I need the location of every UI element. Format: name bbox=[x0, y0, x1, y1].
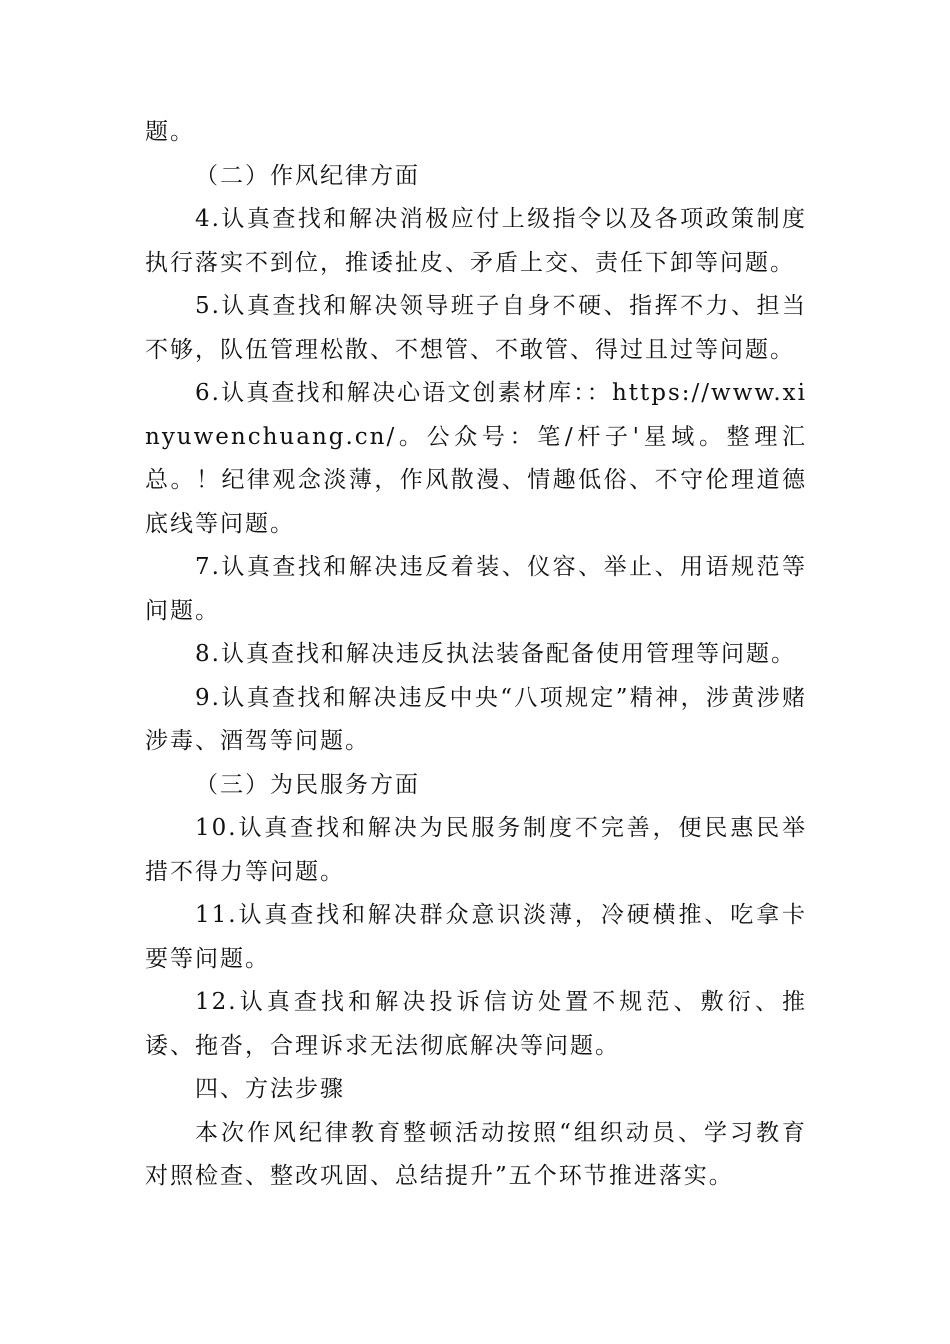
paragraph-continuation: 题。 bbox=[145, 119, 195, 145]
document-body bbox=[145, 111, 807, 1199]
section-heading-methods: 四、方法步骤 bbox=[195, 1076, 345, 1102]
paragraph-methods-intro: 本次作风纪律教育整顿活动按照“组织动员、学习教育对照检查、整改巩固、总结提升”五个环节推进落实。 bbox=[145, 1119, 807, 1189]
paragraph-item-6: 6.认真查找和解决心语文创素材库：：https://www.xinyuwenchuang.cn/。公众号：笔/杆子'星域。整理汇总。！纪律观念淡薄，作风散漫、情趣低俗、不守伦理道德底线等问题。 bbox=[145, 380, 807, 537]
paragraph-item-5: 5.认真查找和解决领导班子自身不硬、指挥不力、担当不够，队伍管理松散、不想管、不敢管、得过且过等问题。 bbox=[145, 293, 807, 363]
paragraph-item-10: 10.认真查找和解决为民服务制度不完善，便民惠民举措不得力等问题。 bbox=[145, 815, 807, 885]
section-heading-discipline: （二）作风纪律方面 bbox=[195, 162, 420, 189]
paragraph-item-8: 8.认真查找和解决违反执法装备配备使用管理等问题。 bbox=[195, 641, 796, 667]
paragraph-item-4: 4.认真查找和解决消极应付上级指令以及各项政策制度执行落实不到位，推诿扯皮、矛盾上交、责任下卸等问题。 bbox=[145, 206, 807, 276]
paragraph-item-12: 12.认真查找和解决投诉信访处置不规范、敷衍、推诿、拖沓，合理诉求无法彻底解决等问题。 bbox=[145, 989, 807, 1059]
paragraph-item-7: 7.认真查找和解决违反着装、仪容、举止、用语规范等问题。 bbox=[145, 554, 807, 624]
section-heading-service: （三）为民服务方面 bbox=[195, 771, 420, 798]
paragraph-item-11: 11.认真查找和解决群众意识淡薄，冷硬横推、吃拿卡要等问题。 bbox=[145, 902, 807, 972]
paragraph-item-9: 9.认真查找和解决违反中央“八项规定”精神，涉黄涉赌涉毒、酒驾等问题。 bbox=[145, 684, 807, 754]
